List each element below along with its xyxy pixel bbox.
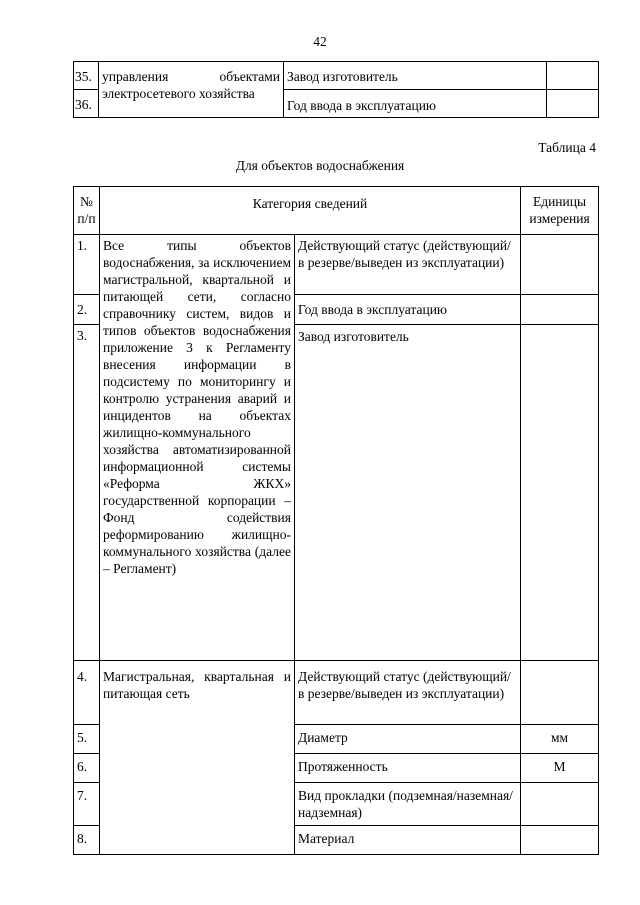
header-category: Категория сведений [100,187,521,235]
category-cell [99,62,284,118]
table-header-row [74,187,599,235]
table-4 [73,186,599,855]
row-number: 35. [74,62,99,90]
table-label: Таблица 4 [538,140,596,155]
table-top [73,61,599,118]
row-number: 1. [74,235,100,295]
value-cell: Действующий статус (действующий/в резерве/выведен из эксплуатации) [295,235,521,295]
unit-cell [547,90,599,118]
row-number: 3. [74,325,100,661]
value-cell: Вид прокладки (подземная/наземная/надземная) [295,783,521,826]
row-number: 36. [74,90,99,118]
unit-cell [547,62,599,90]
unit-cell [521,295,599,325]
category-text-line1-right: объектами [219,69,280,84]
row-number: 6. [74,754,100,783]
category-text-line1-left: управления [102,69,169,84]
value-cell: Материал [295,826,521,855]
table-row [74,62,599,90]
row-number: 8. [74,826,100,855]
row-number: 4. [74,661,100,725]
value-cell: Протяженность [295,754,521,783]
unit-cell [521,826,599,855]
row-number: 7. [74,783,100,826]
row-number: 5. [74,725,100,754]
value-cell: Завод изготовитель [295,325,521,661]
group-category-cell: Магистральная, квартальная и питающая сеть [100,661,295,855]
unit-cell [521,783,599,826]
category-text-line2: электросетевого хозяйства [102,86,255,101]
unit-cell: мм [521,725,599,754]
value-cell: Действующий статус (действующий/в резерве/выведен из эксплуатации) [295,661,521,725]
header-unit: Единицы измерения [521,187,599,235]
value-cell: Диаметр [295,725,521,754]
unit-cell [521,235,599,295]
value-cell: Год ввода в эксплуатацию [295,295,521,325]
unit-cell [521,325,599,661]
table-title: Для объектов водоснабжения [235,158,405,173]
unit-cell: М [521,754,599,783]
table-row [74,661,599,725]
page-number: 42 [313,34,327,49]
header-number: № п/п [74,187,100,235]
group-category-cell: Все типы объектов водоснабжения, за исключением магистральной, квартальной и питающей сети, согласно справочнику систем, видов и типов объектов водоснабжения приложение 3 к Регламенту внесения информации в подсистему по мониторингу и контролю устранения аварий и инцидентов на объектах жилищно-коммунального хозяйства автоматизированной информационной системы «Реформа ЖКХ» государственной корпорации – Фонд содействия реформированию жилищно-коммунального хозяйства (далее – Регламент) [100,235,295,661]
unit-cell [521,661,599,725]
row-number: 2. [74,295,100,325]
value-cell: Год ввода в эксплуатацию [284,90,547,118]
table-row [74,235,599,295]
value-cell: Завод изготовитель [284,62,547,90]
